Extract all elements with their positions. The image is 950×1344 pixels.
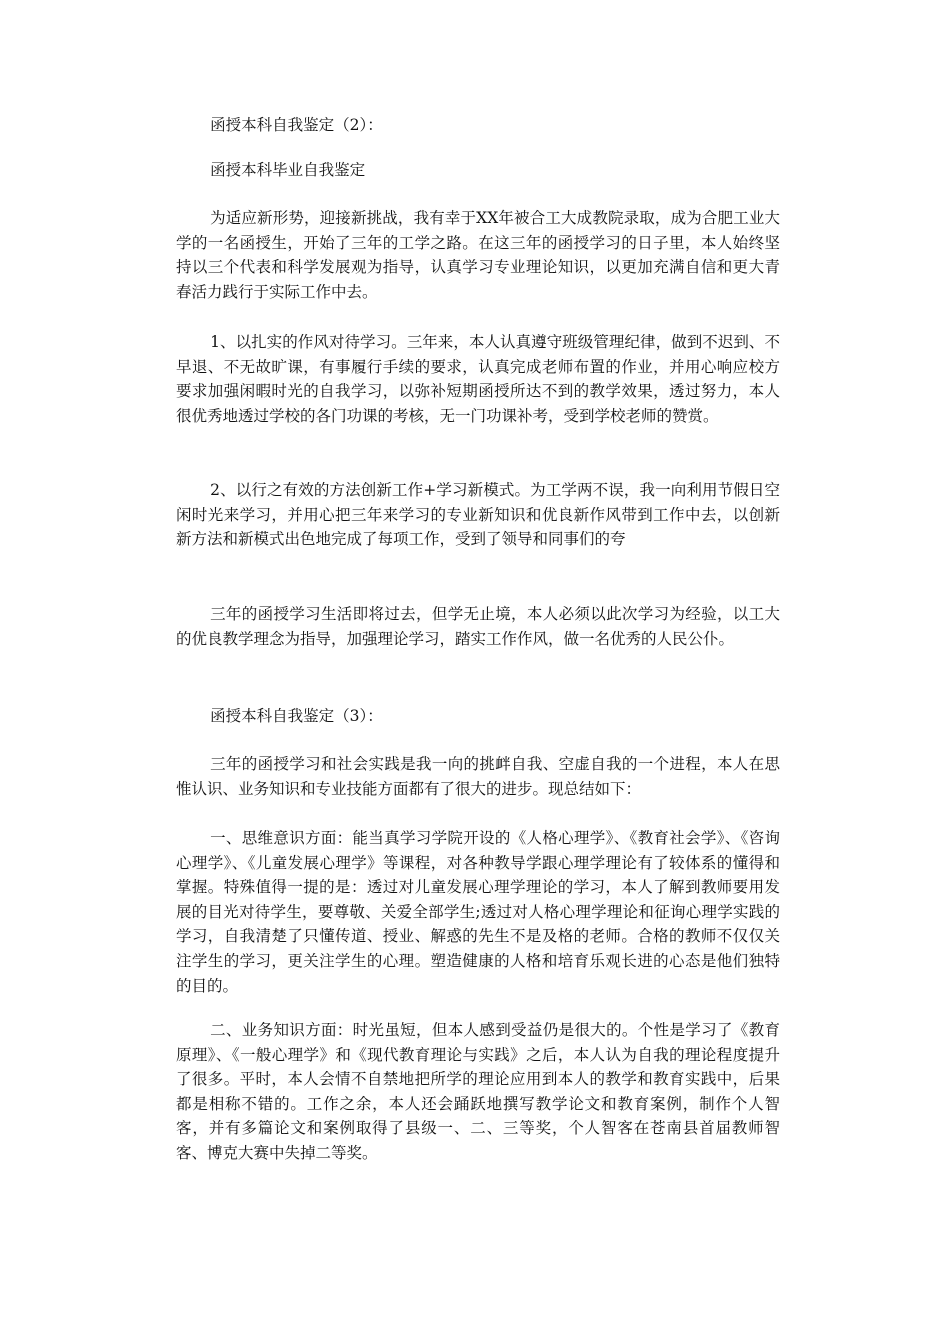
paragraph-conclusion: 三年的函授学习生活即将过去，但学无止境，本人必须以此次学习为经验，以工大的优良教学理念为指导，加强理论学习，踏实工作作风，做一名优秀的人民公仆。 [176, 605, 780, 648]
paragraph-intro: 为适应新形势，迎接新挑战，我有幸于XX年被合工大成教院录取，成为合肥工业大学的一名函授生，开始了三年的工学之路。在这三年的函授学习的日子里，本人始终坚持以三个代表和科学发展观为指导，认真学习专业理论知识，以更加充满自信和更大青春活力践行于实际工作中去。 [176, 209, 780, 301]
section-heading-3: 函授本科自我鉴定（3）： [210, 707, 383, 725]
document-title: 函授本科毕业自我鉴定 [210, 161, 366, 179]
paragraph-knowledge: 二、业务知识方面：时光虽短，但本人感到受益仍是很大的。个性是学习了《教育原理》、《一般心理学》和《现代教育理论与实践》之后，本人认为自我的理论程度提升了很多。平时，本人会情不自禁地把所学的理论应用到本人的教学和教育实践中，后果都是相称不错的。工作之余，本人还会踊跃地撰写教学论文和教育案例，制作个人智客，并有多篇论文和案例取得了县级一、二、三等奖，个人智客在苍南县首届教师智客、博克大赛中失掉二等奖。 [176, 1021, 780, 1162]
paragraph-point-1: 1、以扎实的作风对待学习。三年来，本人认真遵守班级管理纪律，做到不迟到、不早退、不无故旷课，有事履行手续的要求，认真完成老师布置的作业，并用心响应校方要求加强闲暇时光的自我学习，以弥补短期函授所达不到的教学效果，透过努力，本人很优秀地透过学校的各门功课的考核，无一门功课补考，受到学校老师的赞赏。 [176, 333, 780, 425]
paragraph-point-2: 2、以行之有效的方法创新工作+学习新模式。为工学两不误，我一向利用节假日空闲时光来学习，并用心把三年来学习的专业新知识和优良新作风带到工作中去，以创新新方法和新模式出色地完成了每项工作，受到了领导和同事们的夸 [176, 481, 780, 549]
paragraph-thinking: 一、思维意识方面：能当真学习学院开设的《人格心理学》、《教育社会学》、《咨询心理学》、《儿童发展心理学》等课程，对各种教导学跟心理学理论有了较体系的懂得和掌握。特殊值得一提的是：透过对儿童发展心理学理论的学习，本人了解到教师要用发展的目光对待学生，要尊敬、关爱全部学生;透过对人格心理学理论和征询心理学实践的学习，自我清楚了只懂传道、授业、解惑的先生不是及格的老师。合格的教师不仅仅关注学生的学习，更关注学生的心理。塑造健康的人格和培育乐观长进的心态是他们独特的目的。 [176, 829, 780, 995]
section-heading-2: 函授本科自我鉴定（2）： [210, 116, 383, 134]
paragraph-summary-intro: 三年的函授学习和社会实践是我一向的挑衅自我、空虚自我的一个进程，本人在思惟认识、业务知识和专业技能方面都有了很大的进步。现总结如下： [176, 755, 780, 798]
